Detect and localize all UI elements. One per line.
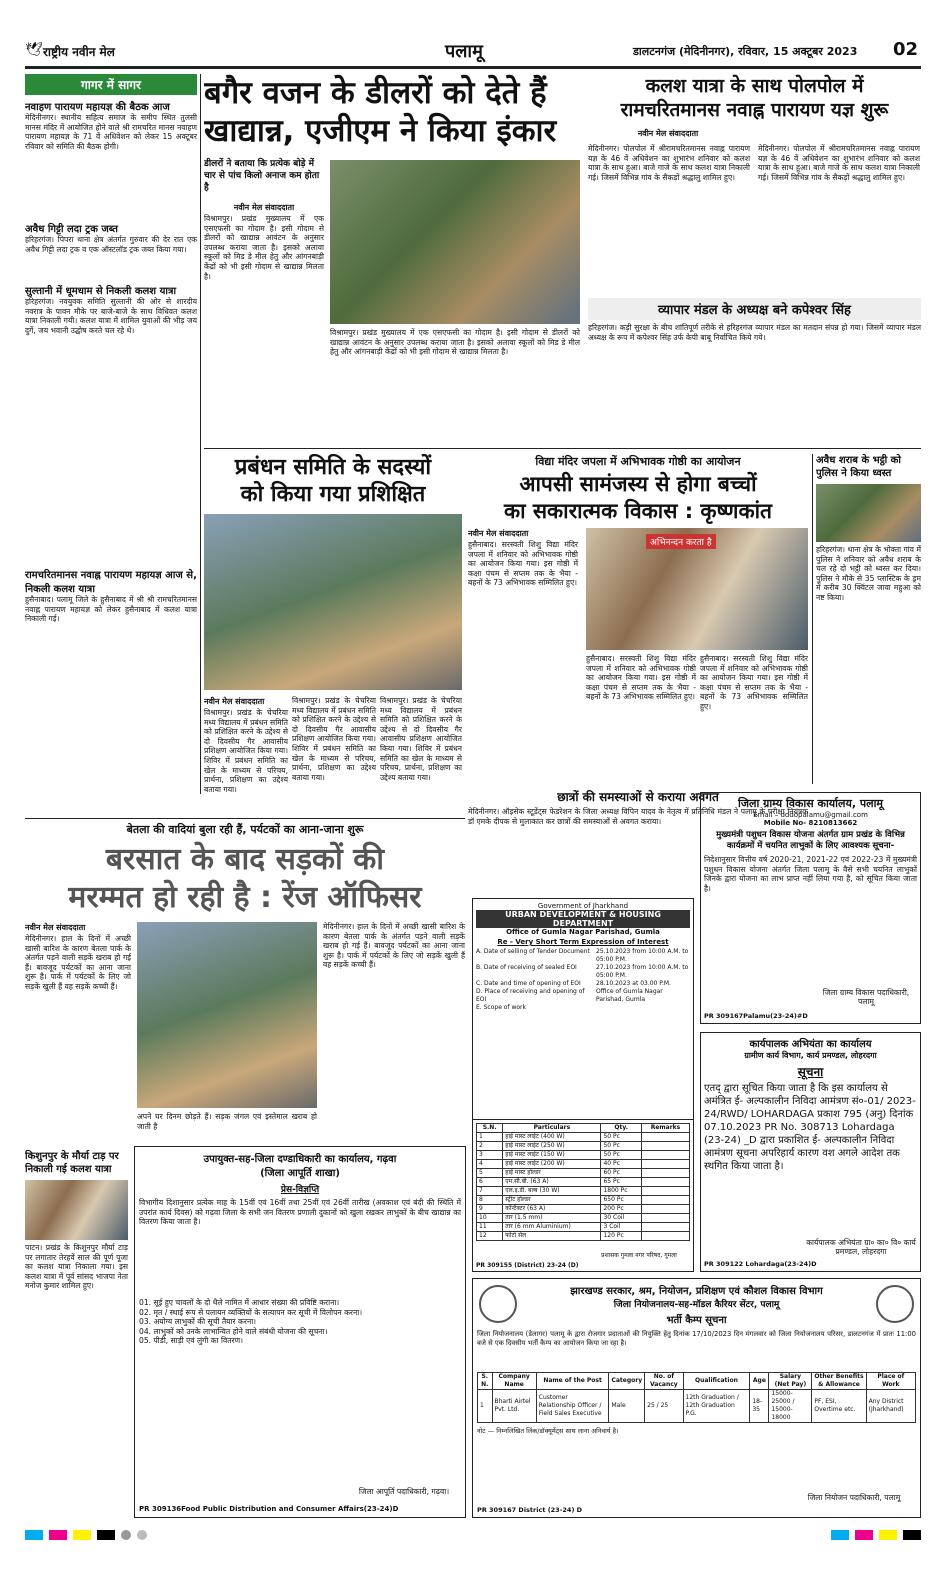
table-cell: तार (1.5 mm) [503,1214,601,1223]
training-photo [204,514,462,690]
table-cell [641,1187,689,1196]
date-value: 25.10.2023 from 10:00 A.M. to 05:00 P.M. [596,948,689,963]
table-cell: 40 Pc [601,1160,641,1169]
headline-line-2: रामचरितमानस नवाह्न पारायण यज्ञ शुरू [620,99,889,121]
byline: नवीन मेल संवाददाता [25,923,86,932]
table-cell [641,1178,689,1187]
sidebar-item-body: हुसैनाबाद। पलामू जिले के हुसैनाबाद में श्री श्री रामचरितमानस नवाह्न पारायण महायज्ञ को लेकर हुसैनाबाद में कलश यात्रा निकाली गई। [25,595,197,624]
headline-line-2: का सकारात्मक विकास : कृष्णकांत [503,499,773,523]
headline-line-2: को किया गया प्रशिक्षित [240,482,426,507]
date-row [476,1004,690,1012]
ad-footer: नोट — निम्नलिखित लिंक/डॉक्यूमेंट्स साथ लाना अनिवार्य है। [477,1427,619,1435]
sidebar-item [25,567,197,785]
table-cell: 25 / 25 [645,1390,683,1423]
table-cell: एम.सी.बी. (63 A) [503,1178,601,1187]
sidebar-item-body: हरिहरगंज। पिपरा थाना क्षेत्र अंतर्गत गुरुवार की देर रात एक अवैध गिट्टी लदा ट्रक व एक ऑस्टलॉड ट्रक जब्त किया गया। [25,235,197,254]
byline: नवीन मेल संवाददाता [637,129,699,138]
table-row [477,1133,690,1142]
photo-caption: अपने घर दिनम छोड़ते हैं। सड़क जंगल एवं इस्तेमाल खराब हो जाती है [137,1112,317,1131]
story-body: पाटन। प्रखंड के किशुनपुर मौर्या टाड़ पर लगातार तेरहवें साल की पूर्ण पूजा का कलश यात्रा निकाला गया। इस कलश यात्रा में पूर्व सांसद भाजपा नेता मनोज कुमार शामिल हुए। [25,1243,128,1291]
table-cell: एल.इ.डी. बल्ब (30 W) [503,1187,601,1196]
list-item: 04. लाभुकों को उनके लाभान्वित होने वाले संबंधी योजना की सूचना। [139,1326,328,1336]
table-cell: 650 Pc [601,1196,641,1205]
ad-pr-number: PR 309155 (District) 23-24 (D) [476,1262,579,1269]
masthead [25,36,921,66]
overline: विद्या मंदिर जपला में अभिभावक गोष्ठी का आयोजन [535,455,741,468]
table-cell [641,1151,689,1160]
table-header: Particulars [503,1124,601,1133]
headline-line-1: प्रबंधन समिति के सदस्यों [234,455,432,480]
color-swatch [855,1530,873,1540]
date-label: C. Date and time of opening of EOI [476,980,581,987]
ad-pr-number: PR 309167 District (23-24) D [477,1506,583,1514]
table-body [477,1133,690,1241]
ad-garhwa-supply [134,1146,466,1518]
table-cell: 1 [478,1390,493,1423]
table-header: Category [609,1373,645,1390]
table-header-row [477,1124,690,1133]
liquor-photo [816,484,921,542]
table-cell: हाई मास्ट लाईट (200 W) [503,1160,601,1169]
headline-line-1: कलश यात्रा के साथ पोलपोल में [645,75,864,97]
story-body: विश्रामपुर। प्रखंड के चेचरिया मध्य विद्यालय में प्रबंधन समिति को प्रशिक्षित करने के उद्देश्य से दो दिवसीय गैर आवासीय प्रशिक्षण आयोजित किया गया। शिविर में प्रबंधन समिति का खेल के माध्यम से परिचय, प्रार्थना, प्रशिक्षण का उद्देश्य बताया गया। [204,708,288,794]
table-row [477,1223,690,1232]
ad-signoff: जिला ग्राम्य विकास पदाधिकारी, पलामू [822,987,910,1007]
color-swatch [25,1530,43,1540]
story-body: मेदिनीनगर। पोलपोल में श्रीरामचरितमानस नवाह्न पारायण यज्ञ के 46 वें अधिवेशन का शुभारंभ शनिवार को कलश यात्रा के साथ हुआ। बाजे गाजे के साथ कलश यात्रा निकाली गई। जिसमें विभिन्न गांव के सैकड़ों श्रद्धालु शामिल हुए। [588,144,750,182]
table-cell: Any District (Jharkhand) [866,1390,915,1423]
ad-body: एतद् द्वारा सूचित किया जाता है कि इस कार्यालय से अमंत्रित ई- अल्पकालीन निविदा आमंत्रण सं०-01/ 2023-24/RWD/ LOHARDAGA प्रकाश 795 (अनु) दिनांक 07.10.2023 PR No. 308713 Lohardaga (23-24) _D द्वारा प्रकाशित ई- अल्पकालीन निविदा आमंत्रण सूचना अपरिहार्य कारण वश अगले आदेश तक स्थगित किया जाता है। [704,1083,916,1172]
table-cell [641,1133,689,1142]
table-cell [641,1196,689,1205]
table-cell: 30 Coil [601,1214,641,1223]
dateline: डालटनगंज (मेदिनीनगर), रविवार, 15 अक्टूबर 2023 [633,45,858,58]
story-body: हरिहरगंज। थाना क्षेत्र के भोक्ता गांव में पुलिस ने शनिवार को अवैध शराब के चल रहे दो भट्ठी को ध्वस्त कर दिया। पुलिस ने मौके से 35 प्लास्टिक के ड्रम में करीब 30 क्विंटल जावा महुआ को नष्ट किया। [816,545,921,602]
headline-line-1: बगैर वजन के डीलरों को देते हैं [204,75,547,111]
color-swatch [73,1530,91,1540]
headline-line-2: मरम्मत हो रही है : रेंज ऑफिसर [68,880,422,915]
story-body-cont-2: विश्रामपुर। प्रखंड के चेचरिया मध्य विद्यालय में प्रबंधन समिति को प्रशिक्षित करने के उद्देश्य से दो दिवसीय गैर आवासीय प्रशिक्षण आयोजित किया गया। शिविर में प्रबंधन समिति का खेल के माध्यम से परिचय, प्रार्थना, प्रशिक्षण का उद्देश्य बताया गया। [380,696,462,782]
betla-road-photo [137,922,317,1108]
table-cell: 4 [477,1160,503,1169]
table-row [477,1169,690,1178]
overline: बेतला की वादियां बुला रही हैं, पर्यटकों का आना-जाना शुरू [126,823,364,836]
story-kishunpur [25,1150,128,1515]
table-cell: 9 [477,1205,503,1214]
ad-mobile: Mobile No- 8210813662 [763,819,858,827]
table-cell: 1800 Pc [601,1187,641,1196]
table-cell: 15000-25000 / 15000-18000 [769,1390,812,1423]
sidebar-item [25,99,197,221]
table-cell: 60 Pc [601,1169,641,1178]
sub-body: मेदिनीनगर। ऑइसेक स्टूडेंट्स फेडरेशन के जिला अध्यक्ष विपिन यादव के नेतृत्व में प्रतिनिधि मंडल ने पलामू के परीक्षा नियंत्रक डॉ एमके दीपक से मुलाकात कर छात्रों की समस्याओं से अवगत कराया। [468,807,808,826]
color-swatch [121,1530,131,1540]
table-cell: 6 [477,1178,503,1187]
table-cell: PF, ESI, Overtime etc. [812,1390,866,1423]
sub-headline: व्यापार मंडल के अध्यक्ष बने कपेश्वर सिंह [588,298,921,320]
table-cell: 12 [477,1232,503,1241]
ad-dates [476,948,690,1012]
headline-line-2: खाद्यान्न, एजीएम ने किया इंकार [204,113,557,149]
list-item: 01. सूई हुए चावलों के दो थैले नामित में आधार संख्या की प्रविष्टि कराना। [139,1298,340,1307]
print-color-strip [25,1528,921,1542]
table-row [477,1160,690,1169]
headline-line-1: आपसी सामंजस्य से होगा बच्चों [519,472,757,496]
sidebar-item-heading: अवैध गिट्टी लदा ट्रक जब्त [25,224,118,235]
date-label: B. Date of receiving of sealed EOI [476,964,577,971]
sidebar-item-heading: रामचरितमानस नवाह्न पारायण महायज्ञ आज से, निकली कलश यात्रा [25,570,197,595]
date-label: A. Date of selling of Tender Document [476,948,590,955]
ad-signoff: कार्यपालक अभियंता ग्रा० का० वि० कार्य प्रमण्डल, लोहरदगा [806,1237,916,1257]
color-swatch [137,1530,147,1540]
ad-recruitment-camp [472,1278,921,1518]
table-row [477,1214,690,1223]
table-cell: कॉन्टैक्टर (63 A) [503,1205,601,1214]
sidebar-item-heading: सुल्तानी में धूमधाम से निकली कलश यात्रा [25,286,177,297]
story-vidya-mandir [468,454,808,784]
table-header: Qualification [683,1373,750,1390]
table-cell: 7 [477,1187,503,1196]
table-cell: 5 [477,1169,503,1178]
list-item: 03. अयोग्य लाभुकों की सूची तैयार करना। [139,1317,257,1327]
table-cell: 3 [477,1151,503,1160]
table-cell: 50 Pc [601,1142,641,1151]
sidebar-item-heading: नवाहण पारायण महायज्ञ की बैठक आज [25,102,170,113]
kishunpur-photo [25,1180,128,1240]
table-cell: 10 [477,1214,503,1223]
date-row [476,964,690,980]
table-cell: 120 Pc [601,1232,641,1241]
table-cell: 200 Pc [601,1205,641,1214]
date-row [476,988,690,1004]
table-header: No. of Vacancy [645,1373,683,1390]
table-header: Age [750,1373,769,1390]
sidebar-kicker: गागर में सागर [25,74,197,95]
color-swatch [97,1530,115,1540]
table-row [478,1390,916,1423]
sub-headline: छात्रों की समस्याओं से कराया अवगत [557,790,719,804]
sidebar-left [25,74,197,844]
table-header: Other Benefits & Allowance [812,1373,866,1390]
date-label: E. Scope of work [476,1004,527,1011]
ad-urban-development [472,898,694,1120]
ad-body: जिला नियोजनालय (डेलागर) पलामू के द्वारा रोजगार प्रदाताओं की नियुक्ति हेतु दिनांक 17/10/2023 दिन मंगलवार को जिला नियोजनालय परिसर, डालटनगंज में प्रातः 11:00 बजे से एक दिवसीय भर्ती कैम्प का आयोजन किया जा रहा है। [477,1330,916,1347]
ad-office: Office of Gumla Nagar Parishad, Gumla [506,928,660,936]
ad-list [139,1298,461,1346]
byline: नवीन मेल संवाददाता [468,529,529,538]
ad-subtitle: (जिला आपूर्ति शाखा) [260,1168,340,1179]
table-cell [641,1223,689,1232]
table-cell: Bharti Airtel Pvt. Ltd. [492,1390,536,1423]
table-cell: तार (6 mm Aluminium) [503,1223,601,1232]
ad-pr-number: PR 309136Food Public Distribution and Consumer Affairs(23-24)D [139,1505,399,1513]
table-row [477,1232,690,1241]
story-body-cont-2: हुसैनाबाद। सरस्वती शिशु विद्या मंदिर जपला में शनिवार को अभिभावक गोष्ठी का आयोजन किया गया। इस गोष्ठी में कक्षा पंचम से सप्तम तक के भैया - बहनों के 73 अभिभावक सम्मिलित हुए। [700,654,808,711]
table-cell: Male [609,1390,645,1423]
date-row [476,948,690,964]
brand-name: राष्ट्रीय नवीन मेल [43,45,115,59]
school-event-photo [586,528,808,650]
recruitment-table [477,1372,916,1423]
table-cell: Customer Relationship Officer / Field Sales Executive [536,1390,609,1423]
table-row [477,1178,690,1187]
table-cell [641,1142,689,1151]
story-body: विश्रामपुर। प्रखंड मुख्यालय में एक एसएफसी का गोदाम है। इसी गोदाम से डीलरों को खाद्यान्न आवंटन के अनुसार उपलब्ध कराया जाता है। इसको अलावा स्कूलों को मिड डे मील हेतु और आंगनबाड़ी केंद्रों को भी इसी गोदाम से खाद्यान्न मिलता है। [204,214,324,281]
table-cell: हाई मास्ट लाईट (150 W) [503,1151,601,1160]
table-cell [641,1214,689,1223]
date-label: D. Place of receiving and opening of EOI [476,988,585,1003]
photo-banner-text: अभिनन्दन करता है [646,534,716,549]
sub-body: हरिहरगंज। कड़ी सुरक्षा के बीच शांतिपूर्ण तरीके से हरिहरगंज व्यापार मंडल का मतदान संपन्न हो गया। जिसमें व्यापार मंडल अध्यक्ष के रूप में कपेश्वर सिंह उर्फ केपी बाबू निर्वाचित किये गये। [588,323,921,342]
ad-urban-table-wrap [472,1120,694,1272]
table-cell: 50 Pc [601,1133,641,1142]
list-item: 05. पीडी, साड़ी एवं लुंगी का वितरण। [139,1336,244,1346]
date-value: 27.10.2023 from 10:00 A.M. to 05:00 P.M. [596,964,689,979]
table-cell: 18-35 [750,1390,769,1423]
table-cell: 11 [477,1223,503,1232]
color-swatch [49,1530,67,1540]
story-headline: किशुनपुर के मौर्या टाड़ पर निकाली गई कलश यात्रा [25,1151,119,1175]
ad-body: निदेशानुसार वित्तीय वर्ष 2020-21, 2021-22 एवं 2022-23 में मुख्यमंत्री पशुधन विकास योजना अंतर्गत जिला पलामू के वैसे सभी चयनित लाभुकों जिनके द्वारा योजना का लाभ प्राप्त नहीं लिया गया है, को सूचित किया जाता है। [704,855,917,893]
section-rule [204,448,921,449]
table-header: Company Name [492,1373,536,1390]
date-value: Office of Gumla Nagar Parishad, Gumla [596,988,663,1003]
ad-title: उपायुक्त-सह-जिला दण्डाधिकारी का कार्यालय, गढ़वा [203,1154,397,1165]
story-training [204,454,462,824]
ad-signoff: जिला आपूर्ति पदाधिकारी, गढ़वा। [358,1487,450,1497]
masthead-rule [25,66,921,69]
ad-title-2: ग्रामीण कार्य विभाग, कार्य प्रमण्डल, लोहरदगा [744,1051,877,1060]
ad-notice: प्रेस-विज्ञप्ति [280,1185,320,1195]
ad-title: झारखण्ड सरकार, श्रम, नियोजन, प्रशिक्षण एवं कौशल विकास विभाग [570,1286,823,1297]
table-cell: फोटो सेल [503,1232,601,1241]
table-cell: 65 Pc [601,1178,641,1187]
ad-pr-number: PR 309167Palamu(23-24)#D [704,1012,808,1020]
govt-emblem-icon [479,1285,517,1323]
list-item: 02. मृत / स्थाई रूप से पलायन व्यक्तियों के सत्यापन कर सूची में विलोपन करना। [139,1307,363,1317]
table-cell [641,1169,689,1178]
ad-signoff: जिला नियोजन पदाधिकारी, पलामू [807,1493,901,1503]
story-body-cont: हुसैनाबाद। सरस्वती शिशु विद्या मंदिर जपला में शनिवार को अभिभावक गोष्ठी का आयोजन किया गया। इस गोष्ठी में कक्षा पंचम से सप्तम तक के भैया - बहनों के 73 अभिभावक सम्मिलित हुए। [586,654,696,702]
table-cell: हाई मास्ट लाईट (250 W) [503,1142,601,1151]
sidebar-item [25,221,197,283]
ad-notice: भर्ती कैम्प सूचना [666,1315,727,1326]
section-name: पलामू [445,41,483,62]
table-header: S.N. [477,1124,503,1133]
ad-title: जिला ग्राम्य विकास कार्यालय, पलामू [737,797,884,810]
story-body: मेदिनीनगर। हाल के दिनों में अच्छी खासी बारिश के कारण बेतला पार्क के अंतर्गत पड़ने वाली सड़कें खराब हो गई हैं। बावजूद पर्यटकों का आना जाना शुरू है। पार्क में पर्यटकों के लिए जो सड़कें खुली हैं वह सड़कें कच्ची हैं। [25,934,131,991]
ad-pr-number: PR 309122 Lohardaga(23-24)D [704,1260,817,1268]
sidebar-item [25,283,197,567]
govt-emblem-icon [876,1285,914,1323]
ad-signoff: प्रशासक गुमला नगर परिषद, गुमला [601,1252,677,1259]
table-cell [641,1160,689,1169]
ad-ddo-palamu [700,792,921,1024]
table-row [477,1205,690,1214]
color-swatch [831,1530,849,1540]
date-row [476,980,690,988]
table-row [477,1187,690,1196]
column-rule [812,454,813,784]
table-header: S. N. [478,1373,493,1390]
headline-line-1: बरसात के बाद सड़कों की [105,842,385,877]
table-header: Name of the Post [536,1373,609,1390]
story-body-cont: मेदिनीनगर। हाल के दिनों में अच्छी खासी बारिश के कारण बेतला पार्क के अंतर्गत पड़ने वाली सड़कें खराब हो गई हैं। बावजूद पर्यटकों का आना जाना शुरू है। पार्क में पर्यटकों के लिए जो सड़कें खुली हैं वह सड़कें कच्ची हैं। [323,922,465,970]
column-rule [200,74,201,794]
table-cell: 1 [477,1133,503,1142]
table-cell: हाई मास्ट लाईट (400 W) [503,1133,601,1142]
ad-dept: URBAN DEVELOPMENT & HOUSING DEPARTMENT [476,910,690,928]
page-number: 02 [893,39,919,60]
truck-photo [330,160,580,324]
story-vyapar-mandal [588,298,921,448]
story-foodgrain [204,74,582,446]
story-kalash-polpol [588,74,921,296]
ad-govt: Government of Jharkhand [537,902,629,910]
story-body-cont: मेदिनीनगर। पोलपोल में श्रीरामचरितमानस नवाह्न पारायण यज्ञ के 46 वें अधिवेशन का शुभारंभ शनिवार को कलश यात्रा के साथ हुआ। बाजे गाजे के साथ कलश यात्रा निकाली गई। जिसमें विभिन्न गांव के सैकड़ों श्रद्धालु शामिल हुए। [758,144,920,182]
table-cell: हाई मास्ट होल्डर [503,1169,601,1178]
ad-notice: सूचना [797,1065,824,1079]
sidebar-item-body: हरिहरगंज। नवयुवक समिति सुल्तानी की ओर से शारदीय नवरात्र के पावन मौके पर बाजे-बाजे के साथ विधिवत कलश यात्रा निकाली गयी। कलश यात्रा में शामिल युवाओं की भीड़ जय दुर्गे, जय भवानी उद्घोष करते चल रहे थे। [25,297,197,335]
table-header-row [478,1373,916,1390]
section-rule [25,818,465,819]
table-row [477,1142,690,1151]
table-row [477,1196,690,1205]
story-body: हुसैनाबाद। सरस्वती शिशु विद्या मंदिर जपला में शनिवार को अभिभावक गोष्ठी का आयोजन किया गया। इस गोष्ठी में कक्षा पंचम से सप्तम तक के भैया - बहनों के 73 अभिभावक सम्मिलित हुए। [468,540,578,588]
table-header: Salary (Net Pay) [769,1373,812,1390]
byline: नवीन मेल संवाददाता [204,697,265,706]
story-body-cont: विश्रामपुर। प्रखंड मुख्यालय में एक एसएफसी का गोदाम है। इसी गोदाम से डीलरों को खाद्यान्न आवंटन के अनुसार उपलब्ध कराया जाता है। इसको अलावा स्कूलों को मिड डे मील हेतु और आंगनबाड़ी केंद्रों को भी इसी गोदाम से खाद्यान्न मिलता है। [330,328,580,357]
scope-table [476,1123,690,1241]
ad-title-1: कार्यपालक अभियंता का कार्यालय [749,1039,872,1050]
story-headline: अवैध शराब के भट्ठी को पुलिस ने किया ध्वस्त [816,455,901,479]
brand-logo-icon: 🕊 [25,42,43,58]
subhead: डीलरों ने बताया कि प्रत्येक बोड़े में चार से पांच किलो अनाज कम होता है [204,159,320,193]
table-header: Remarks [641,1124,689,1133]
byline: नवीन मेल संवाददाता [233,203,295,212]
table-header: Place of Work [866,1373,915,1390]
ad-email: Email – dddopalamu@gmail.com [753,811,868,819]
table-cell: 2 [477,1142,503,1151]
table-cell: 3 Coil [601,1223,641,1232]
color-swatch [879,1530,897,1540]
table-cell: 12th Graduation / 12th Graduation P.G. [683,1390,750,1423]
ad-rwd-lohardaga [700,1032,921,1272]
table-header: Qty. [601,1124,641,1133]
color-swatch [903,1530,921,1540]
ad-notice: Re - Very Short Term Expression of Interest [497,938,669,946]
sidebar-item-body: मेदिनीनगर। स्थानीय सहित्य समाज के समीप स्थित तुलसी मानस मंदिर में आयोजित होने वाले श्री रामचरित मानस नवाहण पारायण महायज्ञ के 71 वें अधिवेशन को लेकर 15 अक्टूबर रविवार को समिति की बैठक होगी। [25,113,197,151]
ad-body: विभागीय दिशानुसार प्रत्येक माह के 15वीं एवं 16वीं तथा 25वीं एवं 26वीं तारीख (अवकाश एवं बंदी की स्थिति में उपरांत कार्य दिवस) को गढ़वा जिला के सभी जन वितरण प्रणाली दुकानों को खुला रखकर लाभुकों के बीच खाद्यान्न का वितरण किया जाता है। [139,1198,461,1227]
story-liquor [816,454,921,784]
table-cell: स्ट्रीट होल्डर [503,1196,601,1205]
ad-subtitle: जिला नियोजनालय-सह-मॉडल कैरियर सेंटर, पलामू [613,1300,780,1310]
table-cell [641,1232,689,1241]
table-cell [641,1205,689,1214]
date-value: 28.10.2023 at 03.00 P.M. [596,980,671,987]
story-body-cont: विश्रामपुर। प्रखंड के चेचरिया मध्य विद्यालय में प्रबंधन समिति को प्रशिक्षित करने के उद्देश्य से दो दिवसीय गैर आवासीय प्रशिक्षण आयोजित किया गया। शिविर में प्रबंधन समिति का खेल के माध्यम से परिचय, प्रार्थना, प्रशिक्षण का उद्देश्य बताया गया। [292,696,376,782]
table-row [477,1151,690,1160]
story-betla [25,822,465,1142]
ad-headline: मुख्यमंत्री पशुधन विकास योजना अंतर्गत ग्राम प्रखंड के विभिन्न कार्यक्रमों में चयनित लाभुकों के लिए आवश्यक सूचना- [716,830,905,851]
table-cell: 8 [477,1196,503,1205]
table-cell: 50 Pc [601,1151,641,1160]
